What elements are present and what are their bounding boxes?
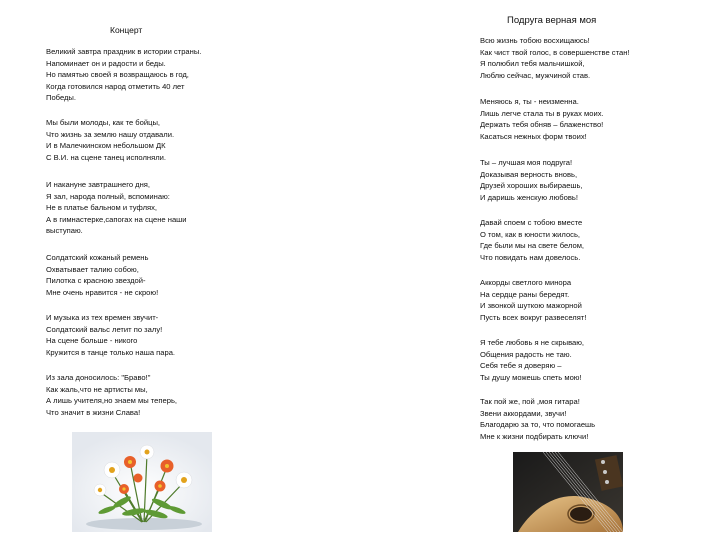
right-page-title: Подруга верная моя: [507, 15, 597, 26]
verse-line: Когда готовился народ отметить 40 лет: [46, 81, 185, 91]
right-stanza: [480, 96, 604, 142]
verse-line: Общения радость не таю.: [480, 349, 572, 359]
verse-line: Но памятью своей я возвращаюсь в год,: [46, 70, 189, 80]
verse-line: Я зал, народа полный, вспоминаю:: [46, 191, 170, 201]
right-stanza: [480, 157, 583, 203]
verse-line: Меняюсь я, ты - неизменна.: [480, 97, 579, 106]
right-stanza: [480, 217, 584, 263]
verse-line: И накануне завтрашнего дня,: [46, 180, 151, 189]
verse-line: Солдатский кожаный ремень: [46, 253, 149, 262]
left-stanza: [46, 46, 201, 104]
verse-line: Ты душу можешь спеть мою!: [480, 372, 582, 382]
verse-line: Пилотка с красною звездой-: [46, 276, 146, 286]
verse-line: Победы.: [46, 93, 77, 103]
verse-line: Люблю сейчас, мужчиной став.: [480, 70, 591, 80]
verse-line: Что значит в жизни Слава!: [46, 407, 141, 417]
verse-line: Звени аккордами, звучи!: [480, 408, 567, 418]
verse-line: Пусть всех вокруг развеселят!: [480, 312, 587, 322]
verse-line: выступаю.: [46, 226, 83, 236]
guitar-image: [513, 452, 623, 532]
right-stanza: [480, 337, 584, 383]
verse-line: Что жизнь за землю нашу отдавали.: [46, 129, 175, 139]
verse-line: Кружится в танце только наша пара.: [46, 347, 176, 357]
verse-line: Из зала доносилось: "Браво!": [46, 373, 151, 382]
verse-line: Мне очень нравится - не скрою!: [46, 287, 159, 297]
verse-line: Мне к жизни подбирать ключи!: [480, 431, 589, 441]
verse-line: О том, как в юности жилось,: [480, 229, 581, 239]
verse-line: С В.И. на сцене танец исполняли.: [46, 152, 167, 162]
verse-line: Великий завтра праздник в истории страны.: [46, 47, 202, 56]
verse-line: Где были мы на свете белом,: [480, 241, 585, 251]
verse-line: Не в платье бальном и туфлях,: [46, 203, 158, 213]
verse-line: Всю жизнь тобою восхищаюсь!: [480, 36, 590, 45]
verse-line: Себя тебе я доверяю –: [480, 361, 562, 371]
verse-line: Мы были молоды, как те бойцы,: [46, 118, 161, 127]
flower-bouquet-image: [72, 432, 212, 532]
left-stanza: [46, 252, 158, 298]
right-stanza: [480, 277, 586, 323]
left-stanza: [46, 117, 174, 163]
verse-line: Я тебе любовь я не скрываю,: [480, 338, 585, 347]
left-stanza: [46, 372, 177, 418]
left-page-title: Концерт: [110, 25, 143, 35]
verse-line: А в гимнастерке,сапогах на сцене наши: [46, 214, 187, 224]
verse-line: Что повидать нам довелось.: [480, 252, 581, 262]
verse-line: Аккорды светлого минора: [480, 278, 572, 287]
verse-line: И даришь женскую любовь!: [480, 192, 578, 202]
verse-line: И в Малечкинском небольшом ДК: [46, 141, 166, 151]
left-stanza: [46, 312, 175, 358]
verse-line: Благодарю за то, что помогаешь: [480, 420, 596, 430]
verse-line: Доказывая верность вновь,: [480, 169, 578, 179]
verse-line: Охватывает талию собою,: [46, 264, 139, 274]
right-stanza: [480, 35, 630, 81]
verse-line: И звонкой шуткою мажорной: [480, 301, 582, 311]
verse-line: На сцене больше - никого: [46, 336, 138, 346]
verse-line: Давай споем с тобою вместе: [480, 218, 583, 227]
verse-line: Так пой же, пой ,моя гитара!: [480, 397, 580, 406]
verse-line: Напоминает он и радости и беды.: [46, 58, 166, 68]
verse-line: Солдатский вальс летит по залу!: [46, 324, 163, 334]
verse-line: Как чист твой голос, в совершенстве стан!: [480, 47, 630, 57]
verse-line: Я полюбил тебя мальчишкой,: [480, 59, 585, 69]
right-stanza: [480, 396, 595, 442]
verse-line: И музыка из тех времен звучит-: [46, 313, 159, 322]
verse-line: Держать тебя обняв – блаженство!: [480, 120, 604, 130]
verse-line: Друзей хороших выбираешь,: [480, 181, 583, 191]
verse-line: А лишь учителя,но знаем мы теперь,: [46, 396, 178, 406]
verse-line: Лишь легче стала ты в руках моих.: [480, 108, 604, 118]
verse-line: Касаться нежных форм твоих!: [480, 131, 587, 141]
left-stanza: [46, 179, 187, 237]
verse-line: Как жаль,что не артисты мы,: [46, 384, 148, 394]
verse-line: На сердце раны бередят.: [480, 289, 570, 299]
verse-line: Ты – лучшая моя подруга!: [480, 158, 573, 167]
